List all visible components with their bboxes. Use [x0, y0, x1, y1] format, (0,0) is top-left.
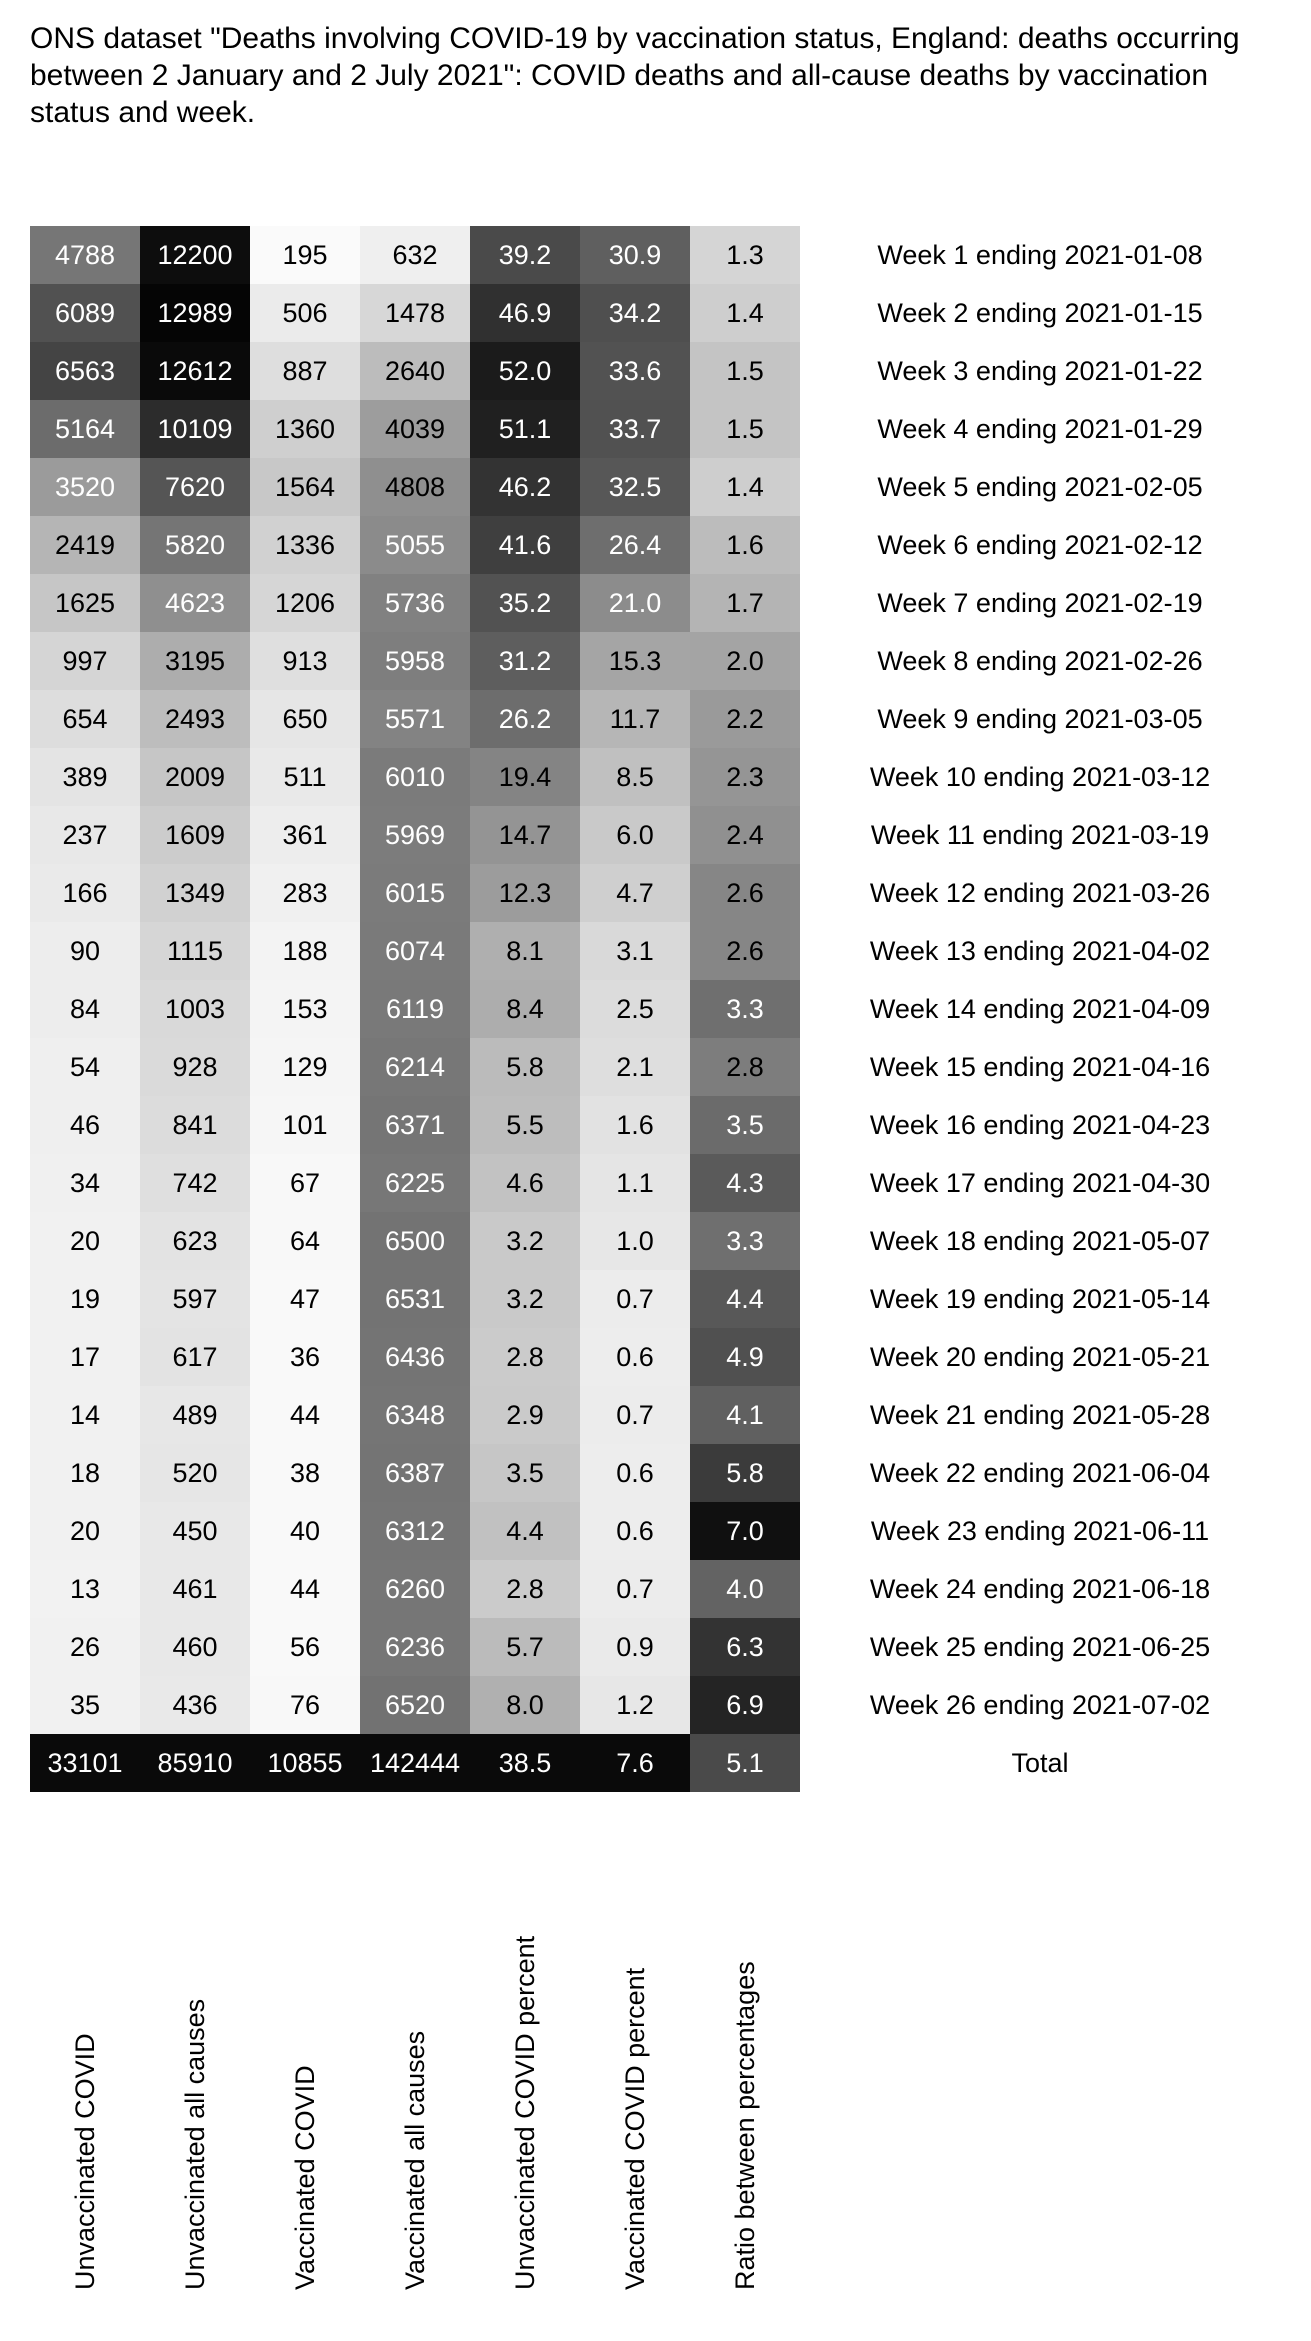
heatmap-cell: 841	[140, 1096, 250, 1154]
heatmap-cell: 34	[30, 1154, 140, 1212]
heatmap-cell: 489	[140, 1386, 250, 1444]
heatmap-cell: 12612	[140, 342, 250, 400]
heatmap-cell: 2419	[30, 516, 140, 574]
heatmap-cell: 597	[140, 1270, 250, 1328]
heatmap-cell: 6500	[360, 1212, 470, 1270]
heatmap-row	[30, 1502, 1280, 1560]
heatmap-cell: 4.9	[690, 1328, 800, 1386]
heatmap-cell: 36	[250, 1328, 360, 1386]
heatmap-cell: 38	[250, 1444, 360, 1502]
heatmap-cell: 46.9	[470, 284, 580, 342]
heatmap-cell: 6236	[360, 1618, 470, 1676]
heatmap-cell: 6214	[360, 1038, 470, 1096]
heatmap-cell: 2.2	[690, 690, 800, 748]
heatmap-cell: 39.2	[470, 226, 580, 284]
heatmap-cell: 389	[30, 748, 140, 806]
heatmap-cell: 67	[250, 1154, 360, 1212]
heatmap-cell: 6348	[360, 1386, 470, 1444]
heatmap-row-label: Week 7 ending 2021-02-19	[800, 574, 1280, 632]
heatmap-cell: 38.5	[470, 1734, 580, 1792]
heatmap-row-label: Week 8 ending 2021-02-26	[800, 632, 1280, 690]
heatmap-cell: 4.1	[690, 1386, 800, 1444]
heatmap-cell: 3.5	[690, 1096, 800, 1154]
heatmap-cell: 14.7	[470, 806, 580, 864]
heatmap-cell: 887	[250, 342, 360, 400]
heatmap-column-label: Unvaccinated all causes	[180, 1998, 210, 2290]
heatmap-cell: 4.6	[470, 1154, 580, 1212]
heatmap-cell: 5.8	[690, 1444, 800, 1502]
heatmap-cell: 153	[250, 980, 360, 1038]
heatmap-cell: 742	[140, 1154, 250, 1212]
heatmap-cell: 8.5	[580, 748, 690, 806]
heatmap-cell: 2.5	[580, 980, 690, 1038]
heatmap-cell: 33101	[30, 1734, 140, 1792]
heatmap-cell: 1.6	[580, 1096, 690, 1154]
heatmap-cell: 30.9	[580, 226, 690, 284]
heatmap-row	[30, 516, 1280, 574]
heatmap-cell: 6.9	[690, 1676, 800, 1734]
page-title: ONS dataset "Deaths involving COVID-19 by vaccination status, England: deaths occurring between 2 January and 2 July 2021": COVID deaths and all-cause deaths by vaccination status and week.	[30, 22, 1248, 129]
heatmap-cell: 2.0	[690, 632, 800, 690]
heatmap-row	[30, 690, 1280, 748]
heatmap-cell: 18	[30, 1444, 140, 1502]
heatmap-cell: 4.0	[690, 1560, 800, 1618]
heatmap-row-label: Week 26 ending 2021-07-02	[800, 1676, 1280, 1734]
heatmap-cell: 1.1	[580, 1154, 690, 1212]
heatmap-cell: 90	[30, 922, 140, 980]
heatmap-cell: 5958	[360, 632, 470, 690]
heatmap-cell: 6225	[360, 1154, 470, 1212]
heatmap-column-label: Vaccinated COVID percent	[620, 1967, 650, 2290]
heatmap-row	[30, 226, 1280, 284]
heatmap-row-label: Week 1 ending 2021-01-08	[800, 226, 1280, 284]
heatmap-cell: 1.6	[690, 516, 800, 574]
heatmap-cell: 17	[30, 1328, 140, 1386]
heatmap-row	[30, 400, 1280, 458]
heatmap-cell: 19.4	[470, 748, 580, 806]
heatmap-row	[30, 922, 1280, 980]
heatmap-column-label: Unvaccinated COVID percent	[510, 1935, 540, 2290]
heatmap-cell: 997	[30, 632, 140, 690]
heatmap-cell: 6.3	[690, 1618, 800, 1676]
heatmap-cell: 26	[30, 1618, 140, 1676]
heatmap-cell: 6371	[360, 1096, 470, 1154]
heatmap-cell: 450	[140, 1502, 250, 1560]
heatmap-cell: 12200	[140, 226, 250, 284]
heatmap-row	[30, 1444, 1280, 1502]
heatmap-cell: 26.2	[470, 690, 580, 748]
heatmap-cell: 1478	[360, 284, 470, 342]
heatmap-cell: 650	[250, 690, 360, 748]
heatmap-cell: 1609	[140, 806, 250, 864]
heatmap-row-label: Week 18 ending 2021-05-07	[800, 1212, 1280, 1270]
heatmap-cell: 506	[250, 284, 360, 342]
heatmap-cell: 237	[30, 806, 140, 864]
heatmap-row	[30, 1386, 1280, 1444]
heatmap-row-label: Week 20 ending 2021-05-21	[800, 1328, 1280, 1386]
heatmap-cell: 1003	[140, 980, 250, 1038]
heatmap-row-label: Week 17 ending 2021-04-30	[800, 1154, 1280, 1212]
heatmap-cell: 2.8	[470, 1328, 580, 1386]
heatmap-cell: 6520	[360, 1676, 470, 1734]
heatmap-cell: 51.1	[470, 400, 580, 458]
heatmap-cell: 3.1	[580, 922, 690, 980]
heatmap-row	[30, 748, 1280, 806]
heatmap-cell: 461	[140, 1560, 250, 1618]
heatmap-cell: 8.4	[470, 980, 580, 1038]
heatmap-row	[30, 864, 1280, 922]
heatmap-cell: 35	[30, 1676, 140, 1734]
heatmap-cell: 511	[250, 748, 360, 806]
heatmap-cell: 44	[250, 1386, 360, 1444]
heatmap-cell: 84	[30, 980, 140, 1038]
heatmap-cell: 20	[30, 1502, 140, 1560]
heatmap-cell: 4788	[30, 226, 140, 284]
heatmap-cell: 6.0	[580, 806, 690, 864]
heatmap-row	[30, 1270, 1280, 1328]
heatmap-cell: 913	[250, 632, 360, 690]
heatmap-cell: 3.5	[470, 1444, 580, 1502]
heatmap-cell: 1206	[250, 574, 360, 632]
heatmap-cell: 2640	[360, 342, 470, 400]
heatmap-row	[30, 284, 1280, 342]
heatmap-cell: 195	[250, 226, 360, 284]
heatmap-cell: 33.6	[580, 342, 690, 400]
heatmap-column-label: Ratio between percentages	[730, 1961, 760, 2290]
heatmap-cell: 1.4	[690, 458, 800, 516]
heatmap-column-label: Vaccinated all causes	[400, 2030, 430, 2290]
heatmap-cell: 5736	[360, 574, 470, 632]
heatmap-cell: 5.8	[470, 1038, 580, 1096]
heatmap-cell: 5055	[360, 516, 470, 574]
heatmap-cell: 40	[250, 1502, 360, 1560]
heatmap-cell: 6074	[360, 922, 470, 980]
heatmap-cell: 928	[140, 1038, 250, 1096]
heatmap-cell: 4.3	[690, 1154, 800, 1212]
heatmap-cell: 6531	[360, 1270, 470, 1328]
heatmap-cell: 12.3	[470, 864, 580, 922]
heatmap-cell: 6089	[30, 284, 140, 342]
heatmap-grid	[30, 226, 1280, 1792]
heatmap-row	[30, 980, 1280, 1038]
heatmap-cell: 4.4	[470, 1502, 580, 1560]
heatmap-row-label: Week 11 ending 2021-03-19	[800, 806, 1280, 864]
heatmap-cell: 654	[30, 690, 140, 748]
heatmap-row-label: Week 3 ending 2021-01-22	[800, 342, 1280, 400]
heatmap-row-label: Week 10 ending 2021-03-12	[800, 748, 1280, 806]
heatmap-cell: 3.2	[470, 1270, 580, 1328]
heatmap-cell: 1564	[250, 458, 360, 516]
heatmap-table	[30, 226, 1280, 1792]
heatmap-cell: 12989	[140, 284, 250, 342]
heatmap-cell: 76	[250, 1676, 360, 1734]
heatmap-row	[30, 574, 1280, 632]
heatmap-row-label: Week 19 ending 2021-05-14	[800, 1270, 1280, 1328]
heatmap-cell: 5571	[360, 690, 470, 748]
heatmap-cell: 2.8	[690, 1038, 800, 1096]
heatmap-cell: 0.7	[580, 1386, 690, 1444]
heatmap-row-label: Week 6 ending 2021-02-12	[800, 516, 1280, 574]
heatmap-cell: 2.8	[470, 1560, 580, 1618]
heatmap-column-label: Vaccinated COVID	[290, 2065, 320, 2290]
heatmap-cell: 35.2	[470, 574, 580, 632]
column-labels	[30, 1790, 800, 2310]
heatmap-cell: 6010	[360, 748, 470, 806]
heatmap-cell: 5164	[30, 400, 140, 458]
heatmap-cell: 617	[140, 1328, 250, 1386]
heatmap-row	[30, 632, 1280, 690]
heatmap-cell: 8.0	[470, 1676, 580, 1734]
heatmap-cell: 85910	[140, 1734, 250, 1792]
heatmap-cell: 44	[250, 1560, 360, 1618]
heatmap-cell: 520	[140, 1444, 250, 1502]
heatmap-cell: 436	[140, 1676, 250, 1734]
heatmap-cell: 41.6	[470, 516, 580, 574]
heatmap-cell: 19	[30, 1270, 140, 1328]
heatmap-cell: 6312	[360, 1502, 470, 1560]
heatmap-cell: 21.0	[580, 574, 690, 632]
heatmap-cell: 1625	[30, 574, 140, 632]
heatmap-row	[30, 1154, 1280, 1212]
heatmap-column-label: Unvaccinated COVID	[70, 2033, 100, 2290]
heatmap-cell: 15.3	[580, 632, 690, 690]
heatmap-cell: 460	[140, 1618, 250, 1676]
heatmap-row	[30, 1212, 1280, 1270]
heatmap-cell: 1.7	[690, 574, 800, 632]
heatmap-cell: 5820	[140, 516, 250, 574]
heatmap-cell: 0.6	[580, 1444, 690, 1502]
heatmap-cell: 2.6	[690, 922, 800, 980]
heatmap-cell: 3195	[140, 632, 250, 690]
heatmap-row	[30, 342, 1280, 400]
heatmap-cell: 6015	[360, 864, 470, 922]
heatmap-cell: 3.2	[470, 1212, 580, 1270]
heatmap-cell: 46	[30, 1096, 140, 1154]
heatmap-cell: 4.7	[580, 864, 690, 922]
heatmap-cell: 0.6	[580, 1328, 690, 1386]
heatmap-cell: 0.7	[580, 1560, 690, 1618]
heatmap-cell: 129	[250, 1038, 360, 1096]
heatmap-cell: 1115	[140, 922, 250, 980]
heatmap-cell: 101	[250, 1096, 360, 1154]
heatmap-cell: 7.6	[580, 1734, 690, 1792]
heatmap-cell: 5.5	[470, 1096, 580, 1154]
heatmap-row	[30, 1096, 1280, 1154]
heatmap-cell: 7.0	[690, 1502, 800, 1560]
heatmap-row	[30, 1676, 1280, 1734]
heatmap-cell: 31.2	[470, 632, 580, 690]
heatmap-cell: 4039	[360, 400, 470, 458]
heatmap-cell: 3520	[30, 458, 140, 516]
heatmap-cell: 188	[250, 922, 360, 980]
heatmap-row	[30, 1038, 1280, 1096]
heatmap-cell: 11.7	[580, 690, 690, 748]
heatmap-cell: 0.9	[580, 1618, 690, 1676]
heatmap-cell: 632	[360, 226, 470, 284]
heatmap-cell: 3.3	[690, 1212, 800, 1270]
heatmap-cell: 5969	[360, 806, 470, 864]
heatmap-cell: 10109	[140, 400, 250, 458]
heatmap-row	[30, 806, 1280, 864]
heatmap-cell: 2.1	[580, 1038, 690, 1096]
heatmap-cell: 2.4	[690, 806, 800, 864]
heatmap-cell: 7620	[140, 458, 250, 516]
heatmap-row-label: Week 21 ending 2021-05-28	[800, 1386, 1280, 1444]
heatmap-cell: 2.9	[470, 1386, 580, 1444]
heatmap-row	[30, 1618, 1280, 1676]
heatmap-row-label: Week 2 ending 2021-01-15	[800, 284, 1280, 342]
heatmap-row	[30, 1328, 1280, 1386]
heatmap-cell: 1349	[140, 864, 250, 922]
heatmap-cell: 14	[30, 1386, 140, 1444]
heatmap-cell: 4623	[140, 574, 250, 632]
heatmap-row	[30, 1734, 1280, 1792]
heatmap-cell: 4.4	[690, 1270, 800, 1328]
heatmap-cell: 1.5	[690, 342, 800, 400]
heatmap-row	[30, 458, 1280, 516]
heatmap-cell: 0.7	[580, 1270, 690, 1328]
heatmap-row-label: Week 9 ending 2021-03-05	[800, 690, 1280, 748]
heatmap-cell: 2493	[140, 690, 250, 748]
heatmap-cell: 1336	[250, 516, 360, 574]
heatmap-row-label: Week 13 ending 2021-04-02	[800, 922, 1280, 980]
heatmap-row-label: Week 25 ending 2021-06-25	[800, 1618, 1280, 1676]
heatmap-row-label: Week 4 ending 2021-01-29	[800, 400, 1280, 458]
heatmap-cell: 64	[250, 1212, 360, 1270]
heatmap-cell: 5.7	[470, 1618, 580, 1676]
heatmap-cell: 1.3	[690, 226, 800, 284]
heatmap-row-label: Week 12 ending 2021-03-26	[800, 864, 1280, 922]
heatmap-cell: 3.3	[690, 980, 800, 1038]
heatmap-cell: 47	[250, 1270, 360, 1328]
heatmap-cell: 283	[250, 864, 360, 922]
heatmap-cell: 4808	[360, 458, 470, 516]
heatmap-row-label: Total	[800, 1734, 1280, 1792]
heatmap-cell: 52.0	[470, 342, 580, 400]
heatmap-cell: 623	[140, 1212, 250, 1270]
heatmap-cell: 2009	[140, 748, 250, 806]
heatmap-cell: 142444	[360, 1734, 470, 1792]
heatmap-cell: 361	[250, 806, 360, 864]
heatmap-row-label: Week 24 ending 2021-06-18	[800, 1560, 1280, 1618]
heatmap-cell: 1.4	[690, 284, 800, 342]
heatmap-cell: 56	[250, 1618, 360, 1676]
heatmap-cell: 1.2	[580, 1676, 690, 1734]
heatmap-cell: 1360	[250, 400, 360, 458]
heatmap-cell: 32.5	[580, 458, 690, 516]
heatmap-cell: 54	[30, 1038, 140, 1096]
heatmap-row-label: Week 22 ending 2021-06-04	[800, 1444, 1280, 1502]
heatmap-row-label: Week 23 ending 2021-06-11	[800, 1502, 1280, 1560]
heatmap-cell: 46.2	[470, 458, 580, 516]
heatmap-row-label: Week 16 ending 2021-04-23	[800, 1096, 1280, 1154]
heatmap-cell: 10855	[250, 1734, 360, 1792]
heatmap-cell: 34.2	[580, 284, 690, 342]
heatmap-cell: 6260	[360, 1560, 470, 1618]
heatmap-cell: 2.6	[690, 864, 800, 922]
heatmap-row-label: Week 5 ending 2021-02-05	[800, 458, 1280, 516]
heatmap-cell: 1.0	[580, 1212, 690, 1270]
heatmap-cell: 6436	[360, 1328, 470, 1386]
heatmap-cell: 8.1	[470, 922, 580, 980]
heatmap-cell: 26.4	[580, 516, 690, 574]
heatmap-cell: 5.1	[690, 1734, 800, 1792]
heatmap-cell: 166	[30, 864, 140, 922]
heatmap-cell: 6119	[360, 980, 470, 1038]
heatmap-row	[30, 1560, 1280, 1618]
heatmap-cell: 13	[30, 1560, 140, 1618]
heatmap-cell: 1.5	[690, 400, 800, 458]
heatmap-row-label: Week 15 ending 2021-04-16	[800, 1038, 1280, 1096]
heatmap-cell: 2.3	[690, 748, 800, 806]
heatmap-cell: 6387	[360, 1444, 470, 1502]
heatmap-cell: 6563	[30, 342, 140, 400]
heatmap-cell: 20	[30, 1212, 140, 1270]
heatmap-row-label: Week 14 ending 2021-04-09	[800, 980, 1280, 1038]
heatmap-cell: 33.7	[580, 400, 690, 458]
heatmap-cell: 0.6	[580, 1502, 690, 1560]
